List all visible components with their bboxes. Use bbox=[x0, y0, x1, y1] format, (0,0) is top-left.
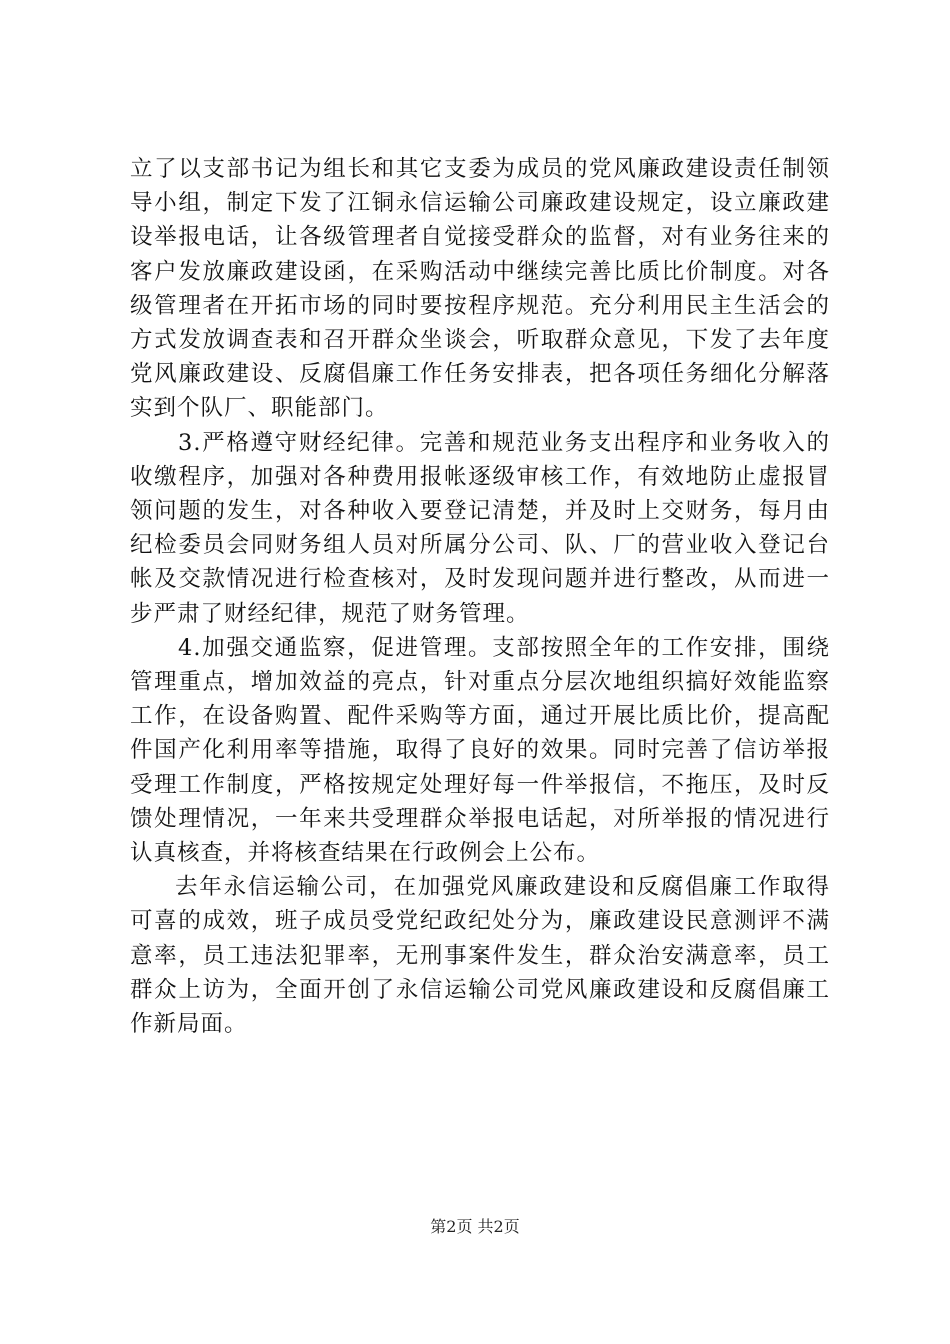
paragraph-continuation: 立了以支部书记为组长和其它支委为成员的党风廉政建设责任制领导小组，制定下发了江铜永信运输公司廉政建设规定，设立廉政建设举报电话，让各级管理者自觉接受群众的监督，对有业务往来的客户发放廉政建设函，在采购活动中继续完善比质比价制度。对各级管理者在开拓市场的同时要按程序规范。充分利用民主生活会的方式发放调查表和召开群众坐谈会，听取群众意见，下发了去年度党风廉政建设、反腐倡廉工作任务安排表，把各项任务细化分解落实到个队厂、职能部门。 bbox=[130, 156, 830, 422]
page-footer: 第2页 共2页 bbox=[430, 1217, 520, 1236]
paragraph-item-3: 3.严格遵守财经纪律。完善和规范业务支出程序和业务收入的收缴程序，加强对各种费用报帐逐级审核工作，有效地防止虚报冒领问题的发生，对各种收入要登记清楚，并及时上交财务，每月由纪检委员会同财务组人员对所属分公司、队、厂的营业收入登记台帐及交款情况进行检查核对，及时发现问题并进行整改，从而进一步严肃了财经纪律，规范了财务管理。 bbox=[130, 429, 830, 627]
document-body bbox=[130, 152, 830, 1041]
paragraph-summary: 去年永信运输公司，在加强党风廉政建设和反腐倡廉工作取得可喜的成效，班子成员受党纪政纪处分为，廉政建设民意测评不满意率，员工违法犯罪率，无刑事案件发生，群众治安满意率，员工群众上访为，全面开创了永信运输公司党风廉政建设和反腐倡廉工作新局面。 bbox=[130, 874, 830, 1038]
paragraph-item-4: 4.加强交通监察，促进管理。支部按照全年的工作安排，围绕管理重点，增加效益的亮点，针对重点分层次地组织搞好效能监察工作，在设备购置、配件采购等方面，通过开展比质比价，提高配件国产化利用率等措施，取得了良好的效果。同时完善了信访举报受理工作制度，严格按规定处理好每一件举报信，不拖压，及时反馈处理情况，一年来共受理群众举报电话起，对所举报的情况进行认真核查，并将核查结果在行政例会上公布。 bbox=[130, 634, 830, 867]
